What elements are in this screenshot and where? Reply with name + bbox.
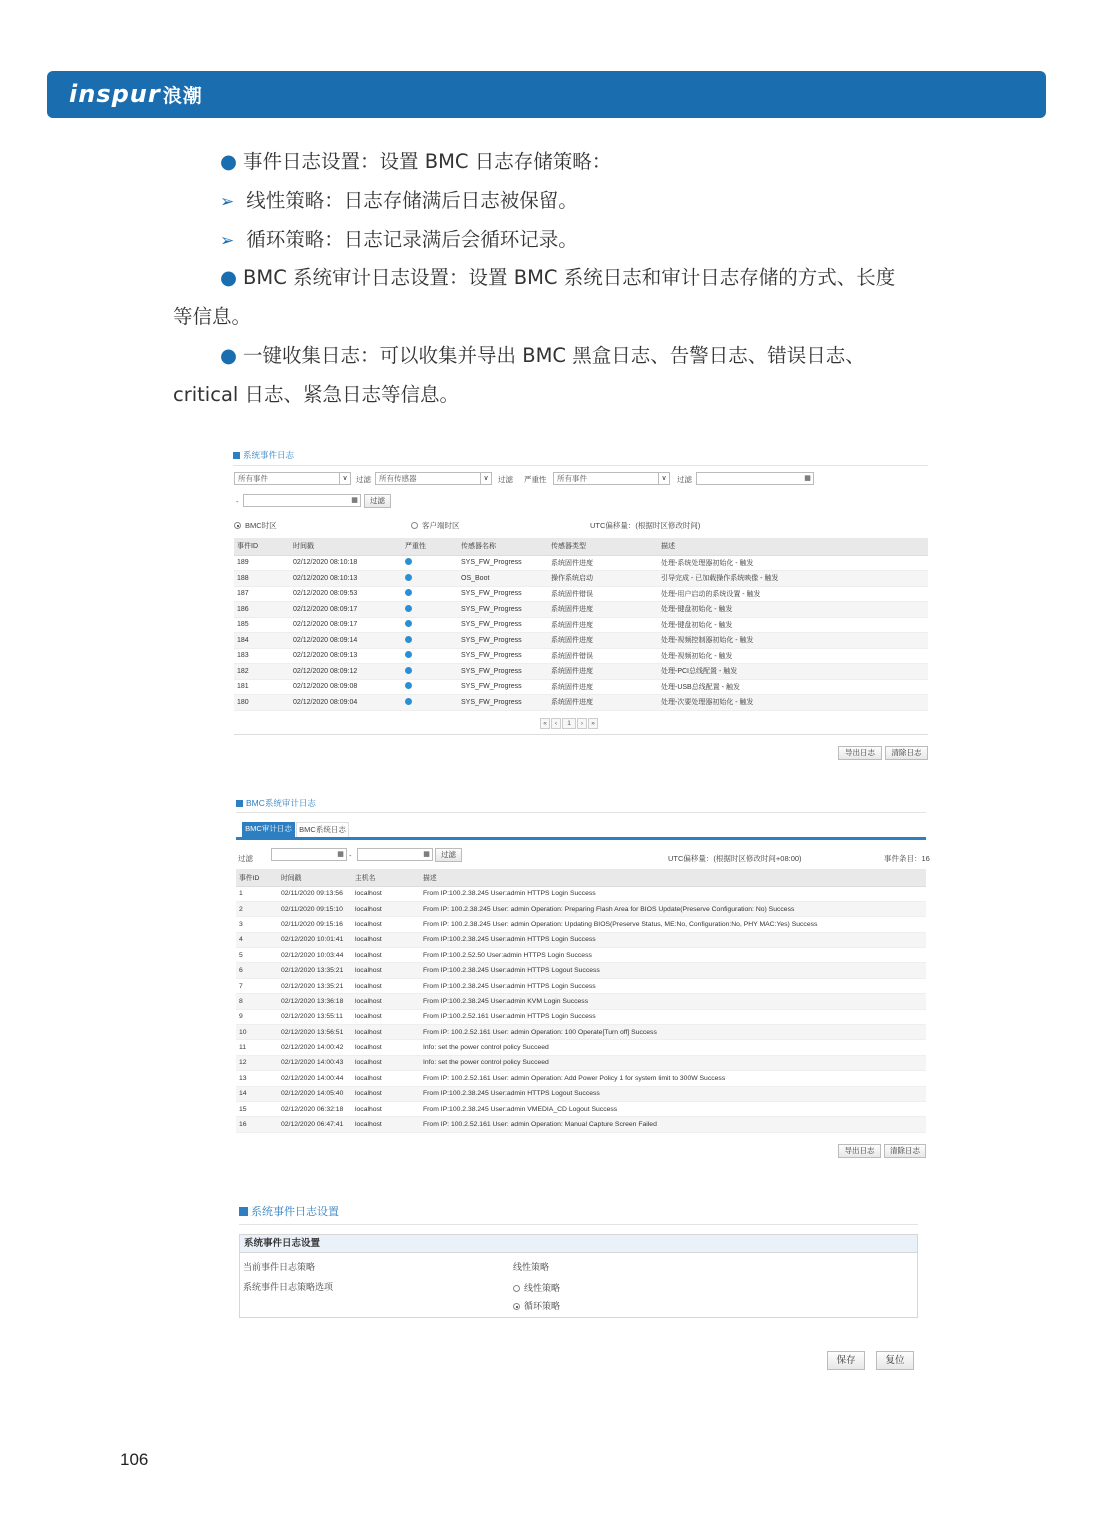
table-cell: 180 (234, 695, 290, 711)
circular-policy-radio[interactable] (513, 1299, 560, 1312)
table-row[interactable] (236, 994, 926, 1009)
severity-cell (402, 648, 458, 664)
prev-page-button[interactable]: ‹ (551, 718, 561, 729)
table-cell: 处理-次要处理器初始化 - 触发 (658, 695, 928, 711)
table-cell: 02/11/2020 09:15:10 (278, 901, 352, 916)
divider (233, 465, 928, 466)
table-cell: localhost (352, 901, 420, 916)
table-cell: 系统固件错误 (548, 648, 658, 664)
utc-offset-note: UTC偏移量：(根据时区修改时间+08:00) (668, 854, 802, 863)
radio-label: BMC时区 (245, 521, 277, 530)
severity-cell (402, 695, 458, 711)
table-cell: localhost (352, 1025, 420, 1040)
table-cell: 02/12/2020 08:09:12 (290, 664, 402, 680)
table-row[interactable] (236, 1025, 926, 1040)
inspur-logo (69, 80, 203, 108)
table-cell: 6 (236, 963, 278, 978)
start-date-input[interactable] (271, 848, 347, 861)
severity-cell (402, 664, 458, 680)
severity-cell (402, 571, 458, 587)
table-cell: Info: set the power control policy Succeed (420, 1040, 926, 1055)
paragraph-audit-log-settings-cont: 等信息。 (173, 305, 252, 328)
divider (236, 812, 926, 813)
severity-cell (402, 586, 458, 602)
column-header[interactable]: 严重性 (402, 538, 458, 555)
sensor-select[interactable] (375, 472, 492, 485)
table-cell: localhost (352, 1086, 420, 1101)
table-cell: From IP:100.2.38.245 User:admin HTTPS Login Success (420, 932, 926, 947)
table-cell: 处理-视频控制器初始化 - 触发 (658, 633, 928, 649)
save-button[interactable]: 保存 (827, 1351, 865, 1370)
table-cell: localhost (352, 1040, 420, 1055)
table-cell: 02/12/2020 14:00:42 (278, 1040, 352, 1055)
client-timezone-radio[interactable] (411, 520, 460, 531)
table-cell: 系统固件进度 (548, 695, 658, 711)
table-cell: 处理-用户启动的系统设置 - 触发 (658, 586, 928, 602)
table-cell: 187 (234, 586, 290, 602)
filter-label: 过滤 (238, 854, 253, 863)
table-cell: 系统固件进度 (548, 617, 658, 633)
chevron-down-icon: ∨ (480, 473, 491, 484)
column-header[interactable]: 描述 (658, 538, 928, 555)
radio-selected-icon (513, 1303, 520, 1310)
severity-cell (402, 633, 458, 649)
table-cell: localhost (352, 917, 420, 932)
table-cell: SYS_FW_Progress (458, 664, 548, 680)
start-date-input[interactable] (696, 472, 814, 485)
table-row[interactable] (236, 1055, 926, 1070)
table-cell: 10 (236, 1025, 278, 1040)
table-row[interactable] (234, 695, 928, 711)
end-date-input[interactable] (243, 494, 361, 507)
paragraph-one-click-collect (220, 340, 865, 368)
tab-bmc-audit-log[interactable]: BMC审计日志 (242, 822, 295, 837)
header-banner (47, 71, 1046, 118)
table-cell: 系统固件进度 (548, 679, 658, 695)
radio-label: 循环策略 (524, 1301, 561, 1311)
table-cell: localhost (352, 948, 420, 963)
log-settings-title (239, 1203, 339, 1219)
severity-info-icon (405, 558, 412, 565)
table-cell: OS_Boot (458, 571, 548, 587)
table-cell: 02/12/2020 14:00:43 (278, 1055, 352, 1070)
table-row[interactable] (236, 1040, 926, 1055)
table-cell: 处理-USB总线配置 - 触发 (658, 679, 928, 695)
table-cell: SYS_FW_Progress (458, 679, 548, 695)
table-row[interactable] (236, 901, 926, 916)
table-cell: 02/12/2020 08:09:04 (290, 695, 402, 711)
table-row[interactable] (234, 633, 928, 649)
bullet-dot-icon: ● (220, 344, 238, 367)
tab-underline (236, 837, 926, 840)
calendar-icon: ▦ (351, 497, 358, 504)
table-cell: 02/12/2020 14:00:44 (278, 1071, 352, 1086)
severity-info-icon (405, 682, 412, 689)
table-cell: From IP:100.2.38.245 User:admin VMEDIA_CD Logout Success (420, 1101, 926, 1116)
table-cell: localhost (352, 1009, 420, 1024)
table-cell: 16 (236, 1117, 278, 1132)
severity-info-icon (405, 651, 412, 658)
logo-text-cn: 浪潮 (162, 85, 203, 107)
table-cell: From IP:100.2.38.245 User:admin HTTPS Logout Success (420, 963, 926, 978)
severity-info-icon (405, 605, 412, 612)
table-cell: 13 (236, 1071, 278, 1086)
table-row[interactable] (236, 963, 926, 978)
filter-label: 过滤 (356, 475, 371, 484)
table-cell: 处理-键盘初始化 - 触发 (658, 617, 928, 633)
paragraph-text: 事件日志设置：设置 BMC 日志存储策略： (243, 150, 612, 173)
utc-offset-note: UTC偏移量：(根据时区修改时间) (590, 521, 701, 530)
table-cell: SYS_FW_Progress (458, 648, 548, 664)
severity-select[interactable] (553, 472, 670, 485)
bullet-dot-icon: ● (220, 150, 238, 173)
event-log-table (234, 538, 928, 711)
filter-button[interactable]: 过滤 (364, 494, 391, 508)
table-cell: 处理-系统处理器初始化 - 触发 (658, 555, 928, 571)
severity-info-icon (405, 636, 412, 643)
table-cell: localhost (352, 963, 420, 978)
table-cell: 02/12/2020 13:56:51 (278, 1025, 352, 1040)
table-cell: From IP: 100.2.52.161 User: admin Operation: Manual Capture Screen Failed (420, 1117, 926, 1132)
severity-cell (402, 555, 458, 571)
table-cell: 186 (234, 602, 290, 618)
table-cell: 02/12/2020 10:01:41 (278, 932, 352, 947)
table-cell: SYS_FW_Progress (458, 633, 548, 649)
tab-bmc-system-log[interactable]: BMC系统日志 (296, 822, 349, 837)
clear-log-button[interactable]: 清除日志 (884, 1144, 926, 1158)
end-date-input[interactable] (357, 848, 433, 861)
table-cell: 02/12/2020 08:09:17 (290, 617, 402, 633)
table-cell: localhost (352, 978, 420, 993)
export-log-button[interactable]: 导出日志 (838, 1144, 881, 1158)
table-cell: localhost (352, 1117, 420, 1132)
table-cell: 02/12/2020 13:36:18 (278, 994, 352, 1009)
table-row[interactable] (236, 1101, 926, 1116)
current-policy-value: 线性策略 (513, 1262, 550, 1272)
current-policy-label: 当前事件日志策略 (243, 1262, 316, 1272)
table-row[interactable] (236, 948, 926, 963)
column-header[interactable]: 事件ID (236, 869, 278, 886)
page-number: 106 (120, 1450, 149, 1469)
linear-policy-radio[interactable] (513, 1281, 560, 1294)
paragraph-circular-policy (220, 224, 578, 252)
event-count: 事件条目：16 (884, 854, 930, 863)
table-cell: 引导完成 - 已加载操作系统映像 - 触发 (658, 571, 928, 587)
table-cell: 14 (236, 1086, 278, 1101)
table-cell: 02/12/2020 08:09:08 (290, 679, 402, 695)
severity-info-icon (405, 698, 412, 705)
table-cell: localhost (352, 1071, 420, 1086)
table-cell: localhost (352, 1101, 420, 1116)
table-cell: 02/12/2020 14:05:40 (278, 1086, 352, 1101)
event-type-select[interactable] (234, 472, 351, 485)
table-row[interactable] (236, 1009, 926, 1024)
audit-log-table (236, 869, 926, 1133)
severity-info-icon (405, 574, 412, 581)
filter-button[interactable]: 过滤 (435, 848, 462, 862)
table-row[interactable] (236, 932, 926, 947)
table-cell: 5 (236, 948, 278, 963)
table-cell: localhost (352, 886, 420, 901)
grid-icon (239, 1207, 248, 1216)
table-cell: 系统固件进度 (548, 664, 658, 680)
paragraph-text: 一键收集日志：可以收集并导出 BMC 黑盒日志、告警日志、错误日志、 (243, 344, 865, 367)
paragraph-text: BMC 系统审计日志设置：设置 BMC 系统日志和审计日志存储的方式、长度 (243, 266, 896, 289)
radio-selected-icon (234, 522, 241, 529)
table-cell: 188 (234, 571, 290, 587)
column-header[interactable]: 事件ID (234, 538, 290, 555)
next-page-button[interactable]: › (577, 718, 587, 729)
range-separator: - (349, 851, 352, 860)
table-row[interactable] (236, 1117, 926, 1132)
divider (234, 734, 928, 735)
table-cell: 3 (236, 917, 278, 932)
table-cell: From IP:100.2.38.245 User:admin HTTPS Login Success (420, 886, 926, 901)
event-log-title (233, 449, 294, 461)
table-cell: 02/12/2020 08:10:13 (290, 571, 402, 587)
table-cell: SYS_FW_Progress (458, 555, 548, 571)
table-cell: 系统固件进度 (548, 633, 658, 649)
table-cell: From IP: 100.2.38.245 User: admin Operation: Updating BIOS(Preserve Status, ME:No, Configuration:No, PHY MAC:Yes) Success (420, 917, 926, 932)
table-cell: 2 (236, 901, 278, 916)
bullet-arrow-icon: ➢ (220, 192, 235, 212)
audit-log-title-text: BMC系统审计日志 (246, 798, 316, 808)
table-cell: 15 (236, 1101, 278, 1116)
column-header[interactable]: 传感器名称 (458, 538, 548, 555)
paragraph-text: 线性策略：日志存储满后日志被保留。 (246, 189, 578, 212)
table-cell: 02/12/2020 13:55:11 (278, 1009, 352, 1024)
paragraph-linear-policy (220, 185, 578, 213)
table-cell: 02/12/2020 06:47:41 (278, 1117, 352, 1132)
filter-label: 过滤 (677, 475, 692, 484)
table-cell: 185 (234, 617, 290, 633)
paragraph-one-click-collect-cont: critical 日志、紧急日志等信息。 (173, 383, 460, 406)
table-row[interactable] (236, 917, 926, 932)
table-cell: 02/11/2020 09:13:56 (278, 886, 352, 901)
table-cell: 11 (236, 1040, 278, 1055)
bmc-timezone-radio[interactable] (234, 520, 277, 531)
calendar-icon: ▦ (423, 851, 430, 858)
table-cell: 02/12/2020 08:09:53 (290, 586, 402, 602)
table-cell: 4 (236, 932, 278, 947)
bullet-dot-icon: ● (220, 266, 238, 289)
table-cell: 02/11/2020 09:15:16 (278, 917, 352, 932)
audit-log-title (236, 797, 316, 809)
table-cell: From IP: 100.2.52.161 User: admin Operation: Add Power Policy 1 for system limit to 300W Success (420, 1071, 926, 1086)
table-cell: 182 (234, 664, 290, 680)
table-cell: 189 (234, 555, 290, 571)
event-log-title-text: 系统事件日志 (243, 450, 295, 460)
table-cell: 处理-视频初始化 - 触发 (658, 648, 928, 664)
table-cell: localhost (352, 994, 420, 1009)
table-cell: 处理-键盘初始化 - 触发 (658, 602, 928, 618)
table-cell: 02/12/2020 08:10:18 (290, 555, 402, 571)
event-type-value: 所有事件 (238, 474, 268, 483)
chevron-down-icon: ∨ (339, 473, 350, 484)
severity-value: 所有事件 (557, 474, 587, 483)
table-row[interactable] (236, 978, 926, 993)
table-cell: 02/12/2020 13:35:21 (278, 963, 352, 978)
clear-log-button[interactable]: 清除日志 (885, 746, 928, 760)
column-header[interactable]: 时间戳 (290, 538, 402, 555)
table-cell: 02/12/2020 08:09:17 (290, 602, 402, 618)
column-header[interactable]: 传感器类型 (548, 538, 658, 555)
severity-label: 严重性 (524, 475, 547, 484)
table-cell: localhost (352, 932, 420, 947)
table-row[interactable] (234, 679, 928, 695)
panel-header: 系统事件日志设置 (240, 1235, 917, 1253)
column-header[interactable]: 主机名 (352, 869, 420, 886)
table-cell: From IP:100.2.38.245 User:admin HTTPS Login Success (420, 978, 926, 993)
divider (239, 1224, 918, 1225)
table-cell: From IP: 100.2.52.161 User: admin Operation: 100 Operate[Turn off] Success (420, 1025, 926, 1040)
table-cell: 12 (236, 1055, 278, 1070)
column-header[interactable]: 时间戳 (278, 869, 352, 886)
table-row[interactable] (234, 617, 928, 633)
table-cell: 181 (234, 679, 290, 695)
table-cell: SYS_FW_Progress (458, 602, 548, 618)
policy-options-label: 系统事件日志策略选项 (243, 1282, 334, 1292)
range-separator: - (236, 497, 239, 506)
table-row[interactable] (234, 571, 928, 587)
radio-icon (513, 1285, 520, 1292)
table-cell: Info: set the power control policy Succeed (420, 1055, 926, 1070)
table-row[interactable] (236, 886, 926, 901)
table-cell: localhost (352, 1055, 420, 1070)
table-cell: SYS_FW_Progress (458, 617, 548, 633)
table-row[interactable] (234, 602, 928, 618)
table-cell: From IP:100.2.38.245 User:admin KVM Login Success (420, 994, 926, 1009)
grid-icon (233, 452, 240, 459)
grid-icon (236, 800, 243, 807)
table-cell: SYS_FW_Progress (458, 586, 548, 602)
logo-text-en: inspur (69, 80, 161, 108)
table-row[interactable] (234, 555, 928, 571)
column-header[interactable]: 描述 (420, 869, 926, 886)
radio-label: 客户端时区 (422, 521, 460, 530)
export-log-button[interactable]: 导出日志 (838, 746, 882, 760)
table-cell: From IP:100.2.38.245 User:admin HTTPS Logout Success (420, 1086, 926, 1101)
paragraph-event-log-settings (220, 146, 611, 174)
table-cell: SYS_FW_Progress (458, 695, 548, 711)
table-cell: 系统固件进度 (548, 602, 658, 618)
table-cell: 操作系统启动 (548, 571, 658, 587)
table-cell: 02/12/2020 08:09:13 (290, 648, 402, 664)
table-cell: 7 (236, 978, 278, 993)
table-row[interactable] (234, 586, 928, 602)
table-cell: 系统固件错误 (548, 586, 658, 602)
table-cell: 02/12/2020 10:03:44 (278, 948, 352, 963)
table-cell: 8 (236, 994, 278, 1009)
radio-icon (411, 522, 418, 529)
paragraph-audit-log-settings (220, 262, 895, 290)
filter-label: 过滤 (498, 475, 513, 484)
table-row[interactable] (234, 664, 928, 680)
severity-cell (402, 602, 458, 618)
table-cell: 184 (234, 633, 290, 649)
table-cell: 02/12/2020 06:32:18 (278, 1101, 352, 1116)
bullet-arrow-icon: ➢ (220, 231, 235, 251)
reset-button[interactable]: 复位 (876, 1351, 914, 1370)
table-cell: From IP:100.2.52.50 User:admin HTTPS Login Success (420, 948, 926, 963)
table-cell: 1 (236, 886, 278, 901)
table-cell: 系统固件进度 (548, 555, 658, 571)
chevron-down-icon: ∨ (658, 473, 669, 484)
radio-label: 线性策略 (524, 1283, 561, 1293)
table-cell: 02/12/2020 08:09:14 (290, 633, 402, 649)
pagination (540, 718, 598, 729)
severity-info-icon (405, 589, 412, 596)
log-settings-panel (239, 1234, 918, 1318)
calendar-icon: ▦ (804, 475, 811, 482)
paragraph-text: 循环策略：日志记录满后会循环记录。 (246, 228, 578, 251)
severity-cell (402, 617, 458, 633)
table-row[interactable] (234, 648, 928, 664)
severity-cell (402, 679, 458, 695)
table-cell: From IP:100.2.52.161 User:admin HTTPS Login Success (420, 1009, 926, 1024)
table-cell: From IP: 100.2.38.245 User: admin Operation: Preparing Flash Area for BIOS Update(Preserve Configuration: No) Success (420, 901, 926, 916)
calendar-icon: ▦ (337, 851, 344, 858)
table-cell: 183 (234, 648, 290, 664)
first-page-button[interactable]: « (540, 718, 550, 729)
table-cell: 处理-PCI总线配置 - 触发 (658, 664, 928, 680)
page-number-button[interactable]: 1 (562, 718, 576, 729)
table-row[interactable] (236, 1071, 926, 1086)
table-cell: 02/12/2020 13:35:21 (278, 978, 352, 993)
log-settings-title-text: 系统事件日志设置 (251, 1206, 339, 1218)
severity-info-icon (405, 620, 412, 627)
table-cell: 9 (236, 1009, 278, 1024)
severity-info-icon (405, 667, 412, 674)
table-row[interactable] (236, 1086, 926, 1101)
sensor-value: 所有传感器 (379, 474, 417, 483)
last-page-button[interactable]: » (588, 718, 598, 729)
